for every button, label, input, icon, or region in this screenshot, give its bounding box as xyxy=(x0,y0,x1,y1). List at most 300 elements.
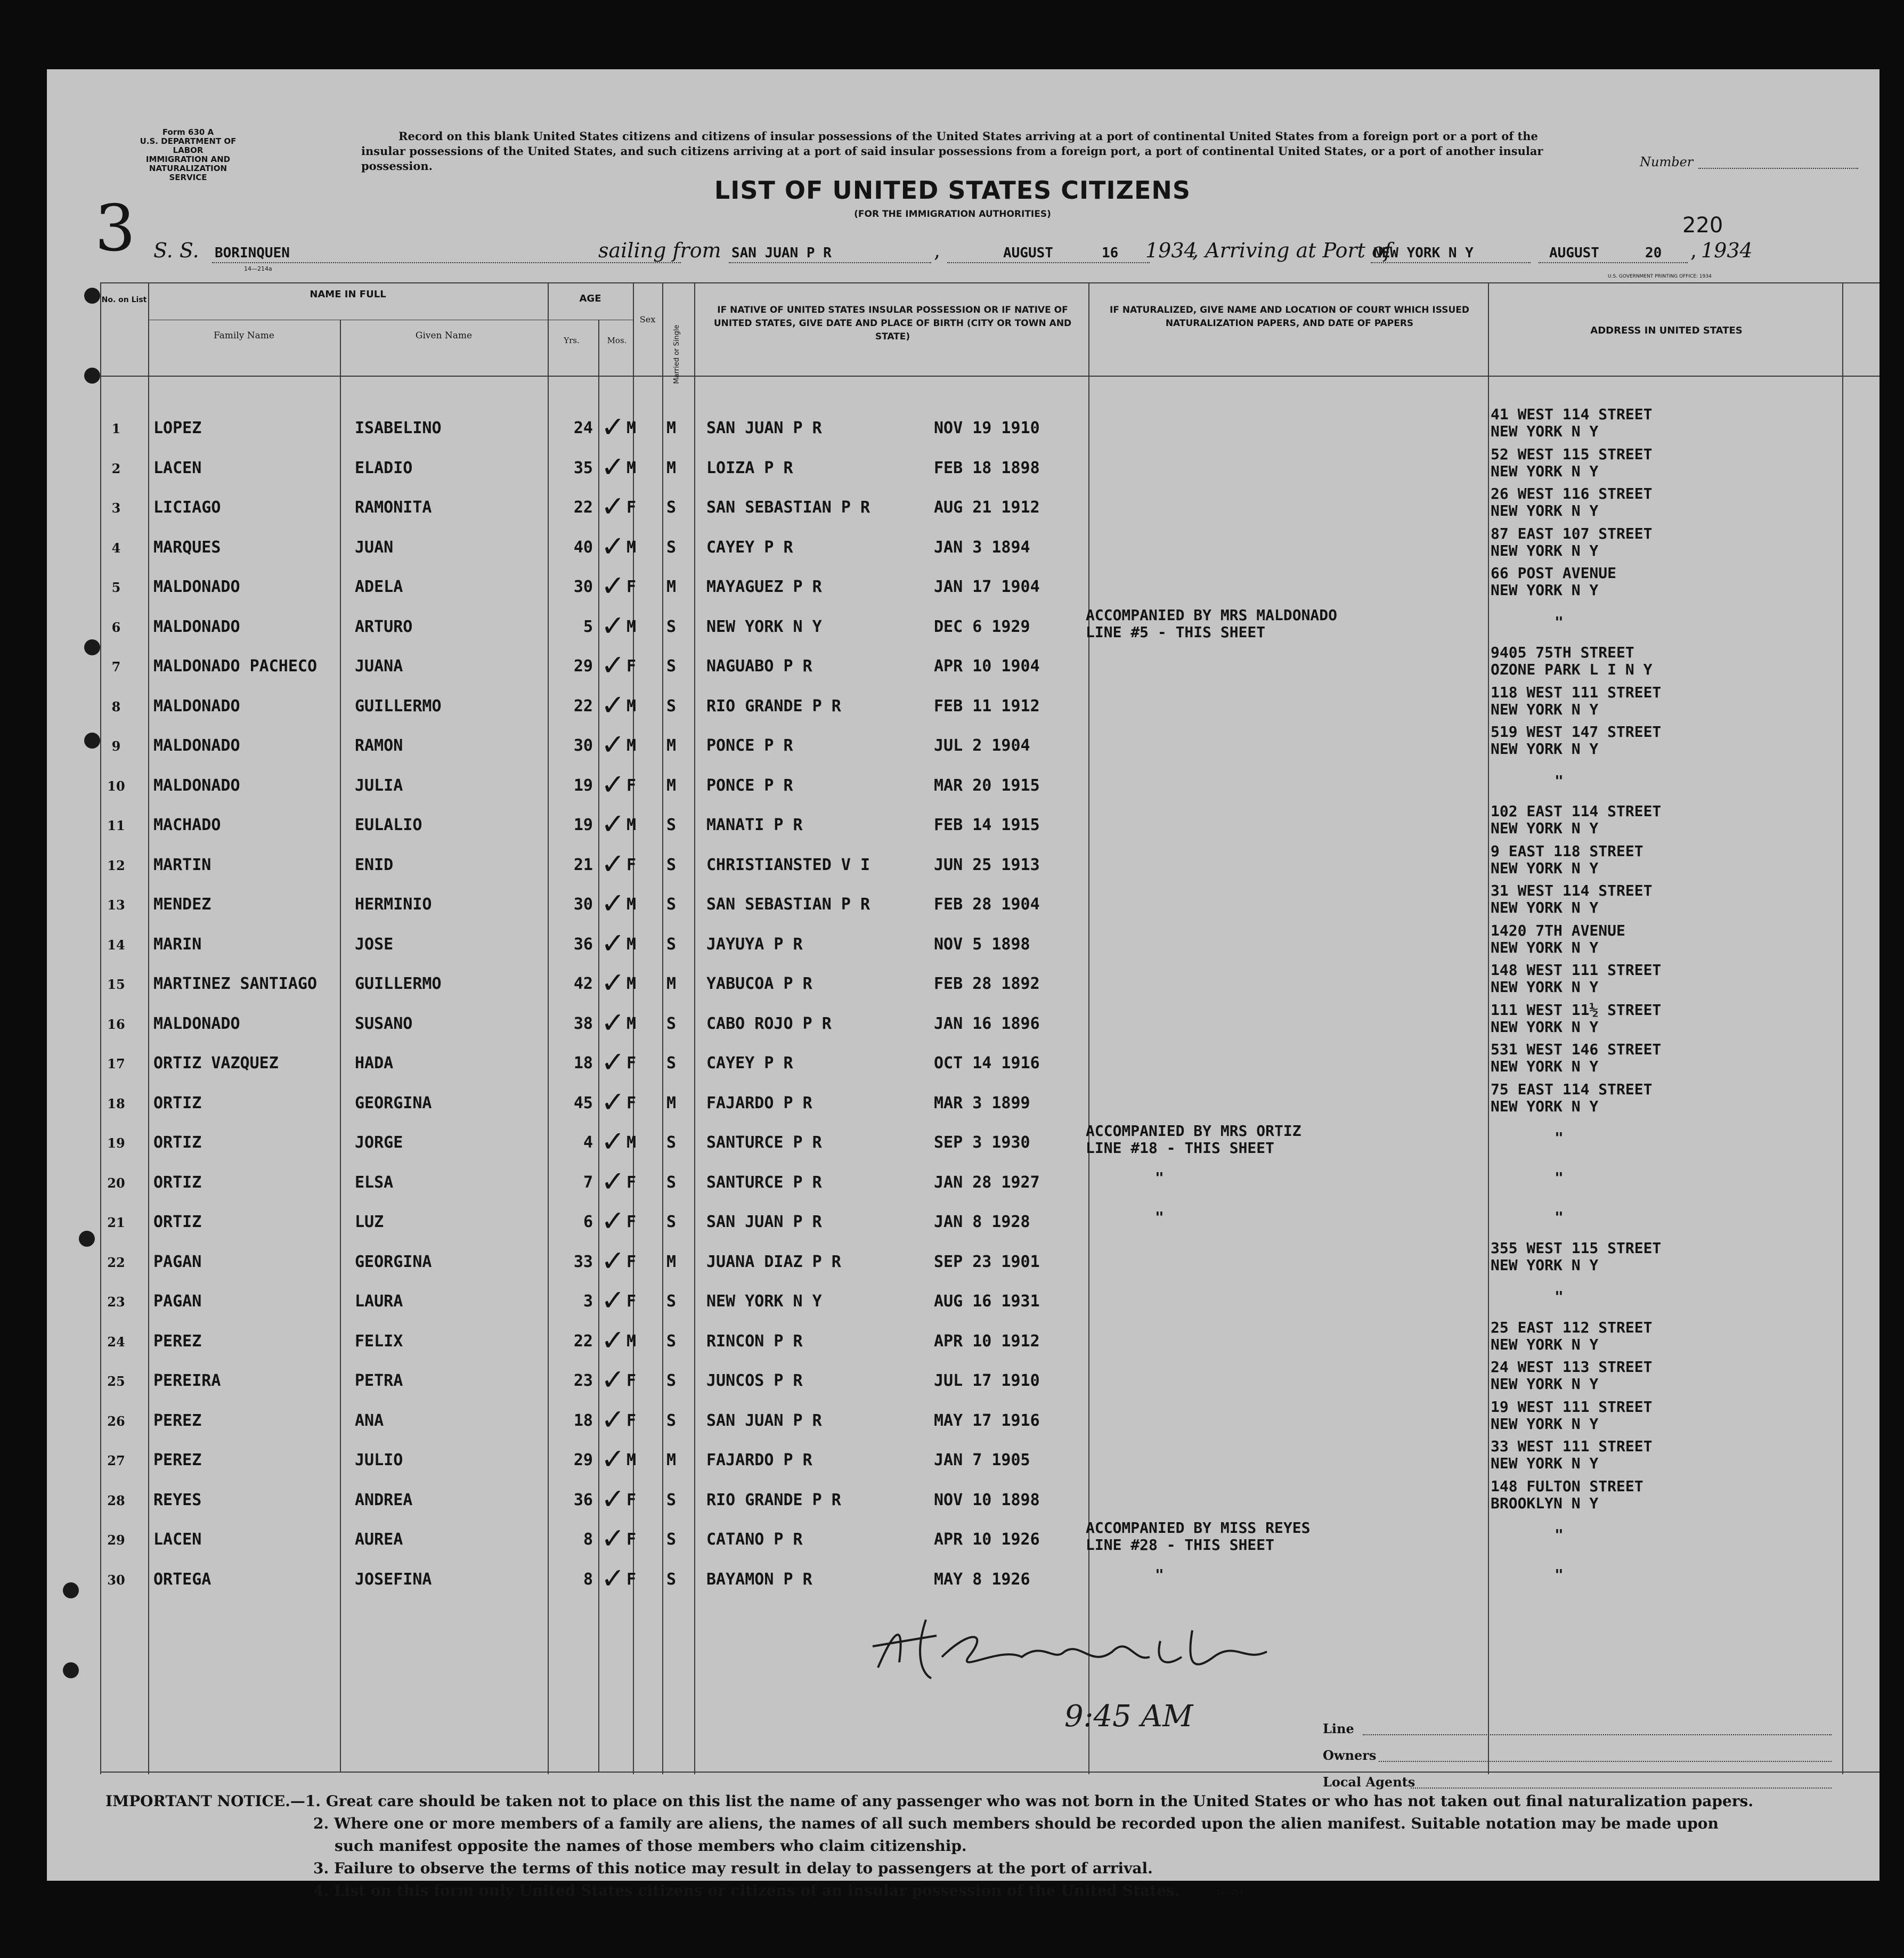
sex: F xyxy=(626,1570,637,1589)
address-line-2: NEW YORK N Y xyxy=(1491,1375,1599,1393)
address-line-2: NEW YORK N Y xyxy=(1491,978,1599,996)
arrive-day: 20 xyxy=(1645,245,1662,261)
address-line-1: 87 EAST 107 STREET xyxy=(1491,524,1653,542)
birth-date: JUN 25 1913 xyxy=(934,855,1040,874)
birth-date: JAN 28 1927 xyxy=(934,1173,1040,1192)
birth-date: AUG 16 1931 xyxy=(934,1292,1040,1311)
birth-place: RINCON P R xyxy=(706,1331,803,1351)
manifest-sheet xyxy=(47,69,1879,1899)
table-row xyxy=(47,1477,1879,1522)
notice-item-2a: 2. Where one or more members of a family are aliens, the names of all such members should be recorded upon the alien manifest. Suitable notation may be made upon xyxy=(313,1815,1719,1832)
given-name: ADELA xyxy=(355,578,403,596)
address-line-1: 148 FULTON STREET xyxy=(1491,1477,1643,1495)
address-line-2: NEW YORK N Y xyxy=(1491,700,1599,718)
address-line-1: 102 EAST 114 STREET xyxy=(1491,802,1662,820)
birth-place: PONCE P R xyxy=(706,736,793,755)
marital-status: M xyxy=(666,974,677,993)
birth-place: SANTURCE P R xyxy=(706,1133,822,1152)
sex: M xyxy=(626,1451,637,1469)
birth-place: MANATI P R xyxy=(706,816,803,834)
birth-date: FEB 14 1915 xyxy=(934,816,1040,834)
row-number: 16 xyxy=(107,1016,125,1032)
notice-item-4: 4. List on this form only United States citizens or citizens of an insular possession of the United States. xyxy=(313,1882,1180,1899)
sex: F xyxy=(626,1213,637,1231)
table-row xyxy=(47,485,1879,529)
family-name: REYES xyxy=(153,1490,202,1509)
address xyxy=(1491,1478,1643,1512)
sex: M xyxy=(626,617,637,636)
birth-place: CAYEY P R xyxy=(706,1054,793,1073)
address-line-2: NEW YORK N Y xyxy=(1491,423,1599,440)
birth-date: SEP 3 1930 xyxy=(934,1133,1030,1152)
given-name: AUREA xyxy=(355,1530,403,1549)
row-number: 17 xyxy=(107,1056,125,1071)
binder-hole xyxy=(84,733,100,749)
given-name: RAMONITA xyxy=(355,498,432,517)
given-name: PETRA xyxy=(355,1371,403,1390)
age-years: 36 xyxy=(573,935,593,954)
marital-status: S xyxy=(666,1213,677,1231)
address xyxy=(1491,1041,1661,1075)
family-name: MALDONADO xyxy=(153,1014,240,1033)
age-years: 23 xyxy=(573,1371,593,1390)
given-name: HADA xyxy=(355,1054,394,1073)
marital-status: M xyxy=(666,736,677,755)
family-name: MACHADO xyxy=(153,816,221,834)
address-line-1: 75 EAST 114 STREET xyxy=(1491,1080,1653,1098)
birth-date: JAN 7 1905 xyxy=(934,1451,1030,1469)
address-ditto: " xyxy=(1555,1208,1564,1226)
address-line-1: 52 WEST 115 STREET xyxy=(1491,445,1653,463)
arrive-date-line xyxy=(1539,262,1688,263)
row-number: 7 xyxy=(111,659,121,675)
header-no: No. on List xyxy=(101,296,147,304)
given-name: JOSE xyxy=(355,935,394,954)
row-number: 8 xyxy=(111,698,121,714)
row-number: 23 xyxy=(107,1294,125,1310)
address-line-1: 24 WEST 113 STREET xyxy=(1491,1358,1653,1376)
check-mark: ✓ xyxy=(601,1005,625,1039)
depart-day: 16 xyxy=(1102,245,1119,261)
family-name: LICIAGO xyxy=(153,498,221,517)
check-mark: ✓ xyxy=(601,847,625,881)
from-port-line xyxy=(729,262,931,263)
address-line-2: NEW YORK N Y xyxy=(1491,740,1599,758)
address-ditto: " xyxy=(1555,1168,1564,1187)
check-mark: ✓ xyxy=(601,1363,625,1396)
footer-agents-label: Local Agents xyxy=(1323,1774,1415,1790)
sex: F xyxy=(626,855,637,874)
marital-status: M xyxy=(666,458,677,477)
age-years: 18 xyxy=(573,1054,593,1073)
ship-name: BORINQUEN xyxy=(215,245,290,261)
address-line-1: 111 WEST 11½ STREET xyxy=(1491,1001,1662,1019)
age-years: 19 xyxy=(573,776,593,795)
birth-place: SANTURCE P R xyxy=(706,1173,822,1192)
table-row xyxy=(47,1001,1879,1045)
naturalization-ditto: " xyxy=(1155,1565,1164,1583)
birth-place: FAJARDO P R xyxy=(706,1093,812,1112)
birth-date: APR 10 1912 xyxy=(934,1331,1040,1351)
notice-item-3: 3. Failure to observe the terms of this notice may result in delay to passengers at the port of arrival. xyxy=(313,1859,1153,1877)
age-years: 30 xyxy=(573,736,593,755)
sex: F xyxy=(626,1490,637,1509)
birth-date: SEP 23 1901 xyxy=(934,1252,1040,1271)
table-row xyxy=(47,1041,1879,1085)
header-name-in-full: NAME IN FULL xyxy=(310,289,386,300)
check-mark: ✓ xyxy=(601,608,625,643)
sex: M xyxy=(626,696,637,716)
naturalization-note: ACCOMPANIED BY MRS ORTIZ LINE #18 - THIS SHEET xyxy=(1086,1122,1301,1157)
given-name: ENID xyxy=(355,855,394,874)
age-years: 30 xyxy=(573,895,593,914)
birth-date: APR 10 1926 xyxy=(934,1530,1040,1549)
binder-hole xyxy=(63,1662,79,1678)
address-ditto: " xyxy=(1555,613,1564,631)
address-line-2: NEW YORK N Y xyxy=(1491,1097,1599,1115)
marital-status: S xyxy=(666,1173,677,1192)
family-name: PEREZ xyxy=(153,1411,202,1430)
sex: F xyxy=(626,1252,637,1271)
notice-code: 14—214 xyxy=(1216,1889,1243,1896)
age-years: 8 xyxy=(583,1570,593,1589)
age-years: 29 xyxy=(573,657,593,676)
given-name: JUANA xyxy=(355,657,403,676)
family-name: PAGAN xyxy=(153,1292,202,1311)
header-bottom-rule xyxy=(100,376,1879,377)
number-label: Number xyxy=(1640,155,1694,169)
table-row xyxy=(47,1437,1879,1482)
family-name: LACEN xyxy=(153,458,202,477)
birth-date: FEB 28 1892 xyxy=(934,974,1040,993)
address-line-2: NEW YORK N Y xyxy=(1491,581,1599,599)
given-name: GUILLERMO xyxy=(355,974,442,993)
table-row xyxy=(47,768,1879,807)
header-naturalized: IF NATURALIZED, GIVE NAME AND LOCATION OF COURT WHICH ISSUED NATURALIZATION PAPERS, AND DATE OF PAPERS xyxy=(1110,305,1469,329)
given-name: GUILLERMO xyxy=(355,696,442,716)
age-years: 36 xyxy=(573,1490,593,1509)
row-number: 30 xyxy=(107,1572,125,1588)
agency-line-2: IMMIGRATION AND xyxy=(145,155,231,164)
row-number: 2 xyxy=(111,460,121,476)
given-name: JORGE xyxy=(355,1133,403,1152)
family-name: MALDONADO xyxy=(153,578,240,596)
marital-status: S xyxy=(666,617,677,636)
table-bottom-rule xyxy=(100,1772,1879,1773)
given-name: GEORGINA xyxy=(355,1252,432,1271)
address-ditto: " xyxy=(1555,1288,1564,1305)
check-mark: ✓ xyxy=(601,1402,625,1436)
birth-place: CATANO P R xyxy=(706,1530,803,1549)
agency-line-1: U.S. DEPARTMENT OF LABOR xyxy=(140,136,237,155)
birth-date: MAR 20 1915 xyxy=(934,776,1040,795)
address xyxy=(1491,962,1661,996)
age-years: 24 xyxy=(573,419,593,437)
birth-place: FAJARDO P R xyxy=(706,1451,812,1469)
header-address: ADDRESS IN UNITED STATES xyxy=(1590,325,1743,336)
marital-status: S xyxy=(666,1570,677,1589)
address-ditto: " xyxy=(1555,771,1564,790)
address-line-1: 118 WEST 111 STREET xyxy=(1491,683,1662,701)
address-line-1: 148 WEST 111 STREET xyxy=(1491,961,1662,979)
table-row xyxy=(47,1358,1879,1402)
arrive-month: AUGUST xyxy=(1549,245,1599,261)
table-row xyxy=(47,683,1879,728)
table-row xyxy=(47,405,1879,450)
given-name: ANDREA xyxy=(355,1490,413,1509)
header-native: IF NATIVE OF UNITED STATES INSULAR POSSESSION OR IF NATIVE OF UNITED STATES, GIVE DATE AND PLACE OF BIRTH (CITY OR TOWN AND STATE) xyxy=(713,305,1072,342)
address-line-2: NEW YORK N Y xyxy=(1491,1256,1599,1274)
sex: F xyxy=(626,776,637,795)
family-name: LOPEZ xyxy=(153,419,202,437)
given-name: FELIX xyxy=(355,1331,403,1351)
address-line-1: 9405 75TH STREET xyxy=(1491,644,1634,661)
row-number: 3 xyxy=(111,500,121,516)
given-name: ISABELINO xyxy=(355,419,442,437)
age-years: 30 xyxy=(573,578,593,596)
given-name: LUZ xyxy=(355,1213,384,1231)
birth-place: JUANA DIAZ P R xyxy=(706,1252,841,1271)
ss-label: S. S. xyxy=(153,239,199,262)
table-row xyxy=(47,723,1879,767)
footer-line-label: Line xyxy=(1323,1721,1354,1736)
birth-date: AUG 21 1912 xyxy=(934,498,1040,517)
check-mark: ✓ xyxy=(601,767,625,801)
naturalization-ditto: " xyxy=(1155,1208,1164,1226)
birth-date: FEB 11 1912 xyxy=(934,696,1040,716)
address xyxy=(1491,446,1652,480)
table-row xyxy=(47,842,1879,887)
depart-year: 1934 xyxy=(1145,239,1197,262)
family-name: ORTIZ xyxy=(153,1133,202,1152)
check-mark: ✓ xyxy=(601,807,625,841)
row-number: 11 xyxy=(107,818,125,833)
marital-status: S xyxy=(666,657,677,676)
age-years: 40 xyxy=(573,538,593,557)
given-name: ARTURO xyxy=(355,617,413,636)
check-mark: ✓ xyxy=(601,569,625,603)
birth-place: SAN SEBASTIAN P R xyxy=(706,498,870,517)
birth-place: JUNCOS P R xyxy=(706,1371,803,1390)
birth-date: MAR 3 1899 xyxy=(934,1093,1030,1112)
given-name: JULIA xyxy=(355,776,403,795)
row-number: 18 xyxy=(107,1095,125,1111)
check-mark: ✓ xyxy=(601,728,625,761)
form-title: LIST OF UNITED STATES CITIZENS xyxy=(714,176,1191,205)
address-line-2: NEW YORK N Y xyxy=(1491,502,1599,519)
marital-status: S xyxy=(666,1292,677,1311)
address-line-1: 1420 7TH AVENUE xyxy=(1491,921,1625,939)
marital-status: M xyxy=(666,1451,677,1469)
marital-status: S xyxy=(666,935,677,954)
family-name: MARIN xyxy=(153,935,202,954)
check-mark: ✓ xyxy=(601,529,625,563)
marital-status: S xyxy=(666,816,677,834)
row-number: 1 xyxy=(111,421,121,436)
given-name: JOSEFINA xyxy=(355,1570,432,1589)
birth-date: FEB 28 1904 xyxy=(934,895,1040,914)
address-line-2: NEW YORK N Y xyxy=(1491,1058,1599,1075)
given-name: RAMON xyxy=(355,736,403,755)
table-row xyxy=(47,644,1879,688)
given-name: EULALIO xyxy=(355,816,422,834)
check-mark: ✓ xyxy=(601,1522,625,1555)
address xyxy=(1491,882,1652,916)
check-mark: ✓ xyxy=(601,1561,625,1595)
table-row xyxy=(47,1165,1879,1204)
marital-status: M xyxy=(666,1093,677,1112)
sex: F xyxy=(626,1054,637,1073)
check-mark: ✓ xyxy=(601,1442,625,1476)
sex: M xyxy=(626,458,637,477)
birth-place: PONCE P R xyxy=(706,776,793,795)
marital-status: S xyxy=(666,895,677,914)
address xyxy=(1491,922,1625,956)
check-mark: ✓ xyxy=(601,1125,625,1158)
birth-place: CHRISTIANSTED V I xyxy=(706,855,870,874)
marital-status: S xyxy=(666,1371,677,1390)
form-id xyxy=(129,128,247,182)
row-number: 24 xyxy=(107,1334,125,1350)
address xyxy=(1491,843,1643,877)
check-mark: ✓ xyxy=(601,1164,625,1198)
row-number: 13 xyxy=(107,897,125,913)
birth-place: RIO GRANDE P R xyxy=(706,696,841,716)
marital-status: M xyxy=(666,776,677,795)
footer-line-rule xyxy=(1363,1734,1832,1735)
address xyxy=(1491,565,1616,599)
given-name: ELSA xyxy=(355,1173,394,1192)
address xyxy=(1491,1438,1652,1472)
table-row xyxy=(47,564,1879,608)
depart-month: AUGUST xyxy=(1003,245,1053,261)
address xyxy=(1491,803,1661,837)
sex: M xyxy=(626,1014,637,1033)
naturalization-note: ACCOMPANIED BY MRS MALDONADO LINE #5 - THIS SHEET xyxy=(1086,606,1338,641)
birth-place: LOIZA P R xyxy=(706,458,793,477)
marital-status: S xyxy=(666,538,677,557)
table-top-rule xyxy=(100,282,1879,283)
birth-place: SAN JUAN P R xyxy=(706,1411,822,1430)
age-years: 4 xyxy=(583,1133,593,1152)
address-line-1: 25 EAST 112 STREET xyxy=(1491,1318,1653,1336)
age-years: 6 xyxy=(583,1213,593,1231)
age-years: 42 xyxy=(573,974,593,993)
family-name: ORTIZ VAZQUEZ xyxy=(153,1054,279,1073)
address xyxy=(1491,684,1661,718)
age-years: 21 xyxy=(573,855,593,874)
table-row xyxy=(47,445,1879,490)
birth-place: NAGUABO P R xyxy=(706,657,812,676)
table-row xyxy=(47,1239,1879,1283)
given-name: SUSANO xyxy=(355,1014,413,1033)
binder-hole xyxy=(84,368,100,384)
address xyxy=(1491,1081,1652,1115)
age-years: 22 xyxy=(573,1331,593,1351)
given-name: HERMINIO xyxy=(355,895,432,914)
address-line-2: NEW YORK N Y xyxy=(1491,859,1599,877)
age-years: 35 xyxy=(573,458,593,477)
sex: M xyxy=(626,419,637,437)
table-row xyxy=(47,802,1879,847)
family-name: ORTIZ xyxy=(153,1173,202,1192)
from-port: SAN JUAN P R xyxy=(731,245,832,261)
row-number: 22 xyxy=(107,1254,125,1270)
given-name: GEORGINA xyxy=(355,1093,432,1112)
row-number: 27 xyxy=(107,1453,125,1468)
age-years: 7 xyxy=(583,1173,593,1192)
printer-line: U.S. GOVERNMENT PRINTING OFFICE: 1934 xyxy=(1608,274,1712,279)
header-age: AGE xyxy=(579,293,601,304)
address xyxy=(1491,406,1652,440)
row-number: 20 xyxy=(107,1175,125,1191)
row-number: 6 xyxy=(111,619,121,635)
address-ditto: " xyxy=(1555,1526,1564,1543)
marital-status: S xyxy=(666,1530,677,1549)
birth-date: NOV 10 1898 xyxy=(934,1490,1040,1509)
marital-status: S xyxy=(666,1331,677,1351)
address-line-2: NEW YORK N Y xyxy=(1491,1415,1599,1433)
marital-status: M xyxy=(666,419,677,437)
check-mark: ✓ xyxy=(601,1283,625,1317)
birth-date: JAN 17 1904 xyxy=(934,578,1040,596)
naturalization-ditto: " xyxy=(1155,1168,1164,1187)
sex: F xyxy=(626,1292,637,1311)
birth-date: APR 10 1904 xyxy=(934,657,1040,676)
signature-time: 9:45 AM xyxy=(1064,1699,1193,1734)
sex: M xyxy=(626,736,637,755)
row-number: 10 xyxy=(107,778,125,794)
sailing-label: sailing from xyxy=(598,239,721,262)
given-name: ELADIO xyxy=(355,458,413,477)
birth-date: JAN 8 1928 xyxy=(934,1213,1030,1231)
age-years: 8 xyxy=(583,1530,593,1549)
sex: F xyxy=(626,1173,637,1192)
address-line-1: 9 EAST 118 STREET xyxy=(1491,842,1643,860)
family-name: MARQUES xyxy=(153,538,221,557)
row-number: 12 xyxy=(107,857,125,873)
birth-place: BAYAMON P R xyxy=(706,1570,812,1589)
marital-status: S xyxy=(666,1133,677,1152)
sex: M xyxy=(626,816,637,834)
sex: M xyxy=(626,895,637,914)
birth-place: RIO GRANDE P R xyxy=(706,1490,841,1509)
age-years: 18 xyxy=(573,1411,593,1430)
notice-label: IMPORTANT NOTICE.—1. xyxy=(105,1792,321,1810)
footer-owners-label: Owners xyxy=(1323,1748,1377,1763)
address xyxy=(1491,1399,1652,1433)
inspector-signature xyxy=(862,1598,1341,1758)
number-line xyxy=(1698,168,1858,169)
binder-hole xyxy=(79,1231,95,1247)
header-family: Family Name xyxy=(214,330,274,341)
address-line-2: NEW YORK N Y xyxy=(1491,1335,1599,1353)
marital-status: M xyxy=(666,578,677,596)
sex: F xyxy=(626,1411,637,1430)
address xyxy=(1491,1319,1652,1353)
family-name: MARTIN xyxy=(153,855,211,874)
birth-place: YABUCOA P R xyxy=(706,974,812,993)
small-code: 14—214a xyxy=(244,265,272,272)
address-line-1: 355 WEST 115 STREET xyxy=(1491,1239,1662,1257)
binder-hole xyxy=(84,288,100,304)
row-number: 28 xyxy=(107,1492,125,1508)
birth-date: JAN 3 1894 xyxy=(934,538,1030,557)
family-name: PEREZ xyxy=(153,1451,202,1469)
family-name: MALDONADO xyxy=(153,776,240,795)
header-mos: Mos. xyxy=(607,336,627,345)
given-name: LAURA xyxy=(355,1292,403,1311)
